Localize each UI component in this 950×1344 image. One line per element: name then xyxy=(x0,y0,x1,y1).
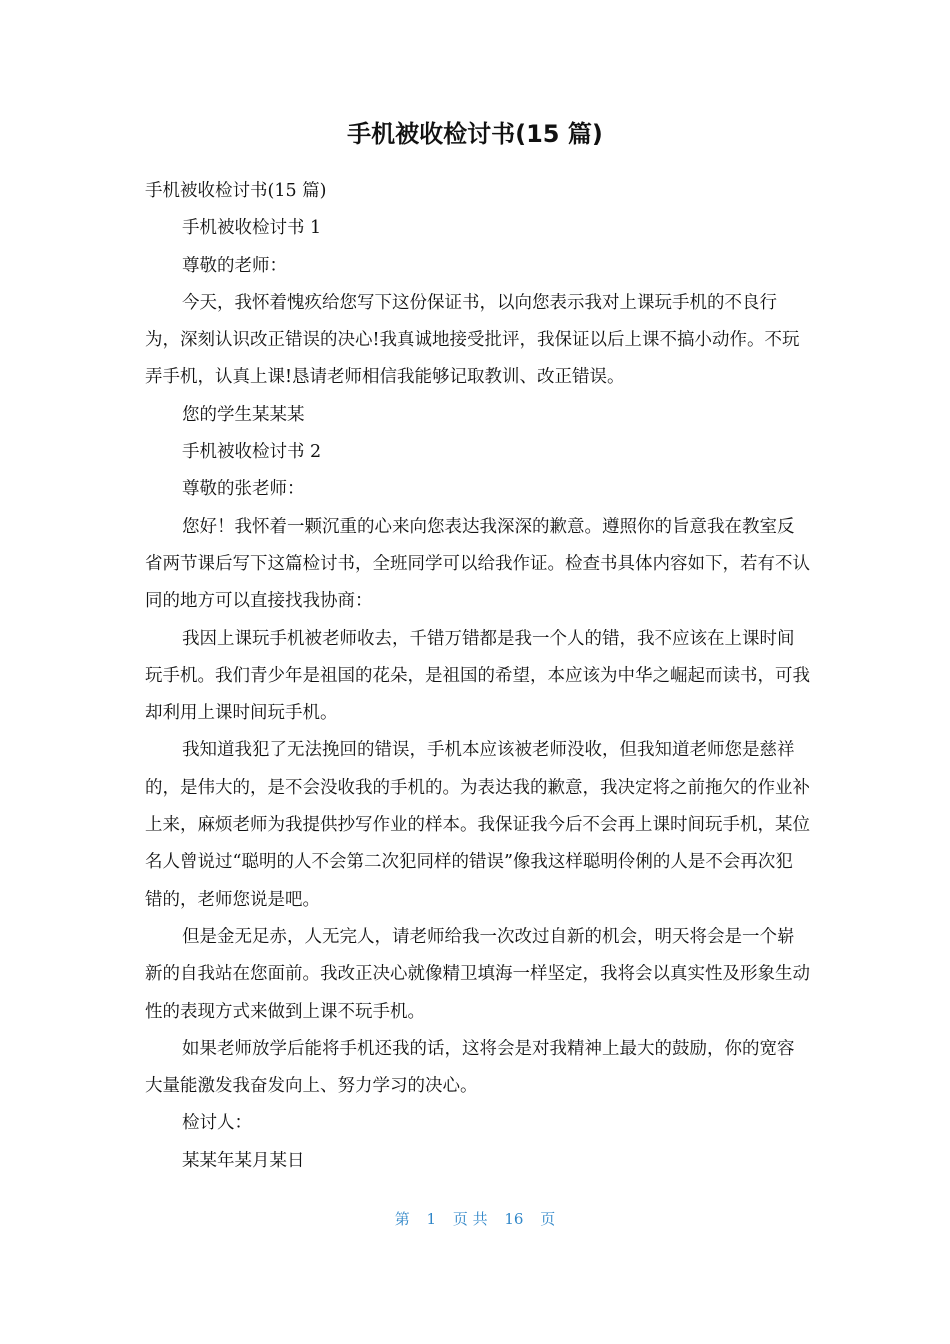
salutation-1: 尊敬的老师： xyxy=(182,255,287,276)
paragraph: 我知道我犯了无法挽回的错误，手机本应该被老师没收，但我知道老师您是慈祥的，是伟大的，是不会没收我的手机的。为表达我的歉意，我决定将之前拖欠的作业补上来，麻烦老师为我提供抄写作业的样本。我保证我今后不会再上课时间玩手机，某位名人曾说过“聪明的人不会第二次犯同样的错误”像我这样聪明伶俐的人是不会再次犯错的，老师您说是吧。 xyxy=(145,740,810,910)
section-title-1: 手机被收检讨书 1 xyxy=(182,218,322,239)
paragraph: 今天，我怀着愧疚给您写下这份保证书，以向您表示我对上课玩手机的不良行为，深刻认识改正错误的决心!我真诚地接受批评，我保证以后上课不搞小动作。不玩弄手机，认真上课!恳请老师相信我能够记取教训、改正错误。 xyxy=(145,292,800,388)
footer-total-pages: 16 xyxy=(504,1210,524,1228)
footer-prefix: 第 xyxy=(394,1210,410,1228)
paragraph: 但是金无足赤，人无完人，请老师给我一次改过自新的机会，明天将会是一个崭新的自我站在您面前。我改正决心就像精卫填海一样坚定，我将会以真实性及形象生动性的表现方式来做到上课不玩手机。 xyxy=(145,926,810,1022)
paragraph: 如果老师放学后能将手机还我的话，这将会是对我精神上最大的鼓励，你的宽容大量能激发我奋发向上、努力学习的决心。 xyxy=(145,1038,795,1097)
document-title: 手机被收检讨书(15 篇) xyxy=(347,120,603,148)
paragraph-heading: 手机被收检讨书(15 篇) xyxy=(145,181,327,201)
footer-suffix: 页 xyxy=(540,1210,556,1228)
salutation-2: 尊敬的张老师： xyxy=(182,479,305,500)
document-body xyxy=(145,173,810,1180)
footer-page-number: 1 xyxy=(426,1210,437,1228)
page-footer xyxy=(0,1208,950,1229)
date-line: 某某年某月某日 xyxy=(182,1150,305,1171)
signature-1: 您的学生某某某 xyxy=(182,404,305,425)
signer-label: 检讨人： xyxy=(182,1113,252,1134)
section-title-2: 手机被收检讨书 2 xyxy=(182,442,322,463)
footer-middle: 页 共 xyxy=(452,1210,488,1228)
paragraph: 我因上课玩手机被老师收去，千错万错都是我一个人的错，我不应该在上课时间玩手机。我们青少年是祖国的花朵，是祖国的希望，本应该为中华之崛起而读书，可我却利用上课时间玩手机。 xyxy=(145,628,810,724)
paragraph: 您好！我怀着一颗沉重的心来向您表达我深深的歉意。遵照你的旨意我在教室反省两节课后写下这篇检讨书，全班同学可以给我作证。检查书具体内容如下，若有不认同的地方可以直接找我协商： xyxy=(145,516,810,612)
